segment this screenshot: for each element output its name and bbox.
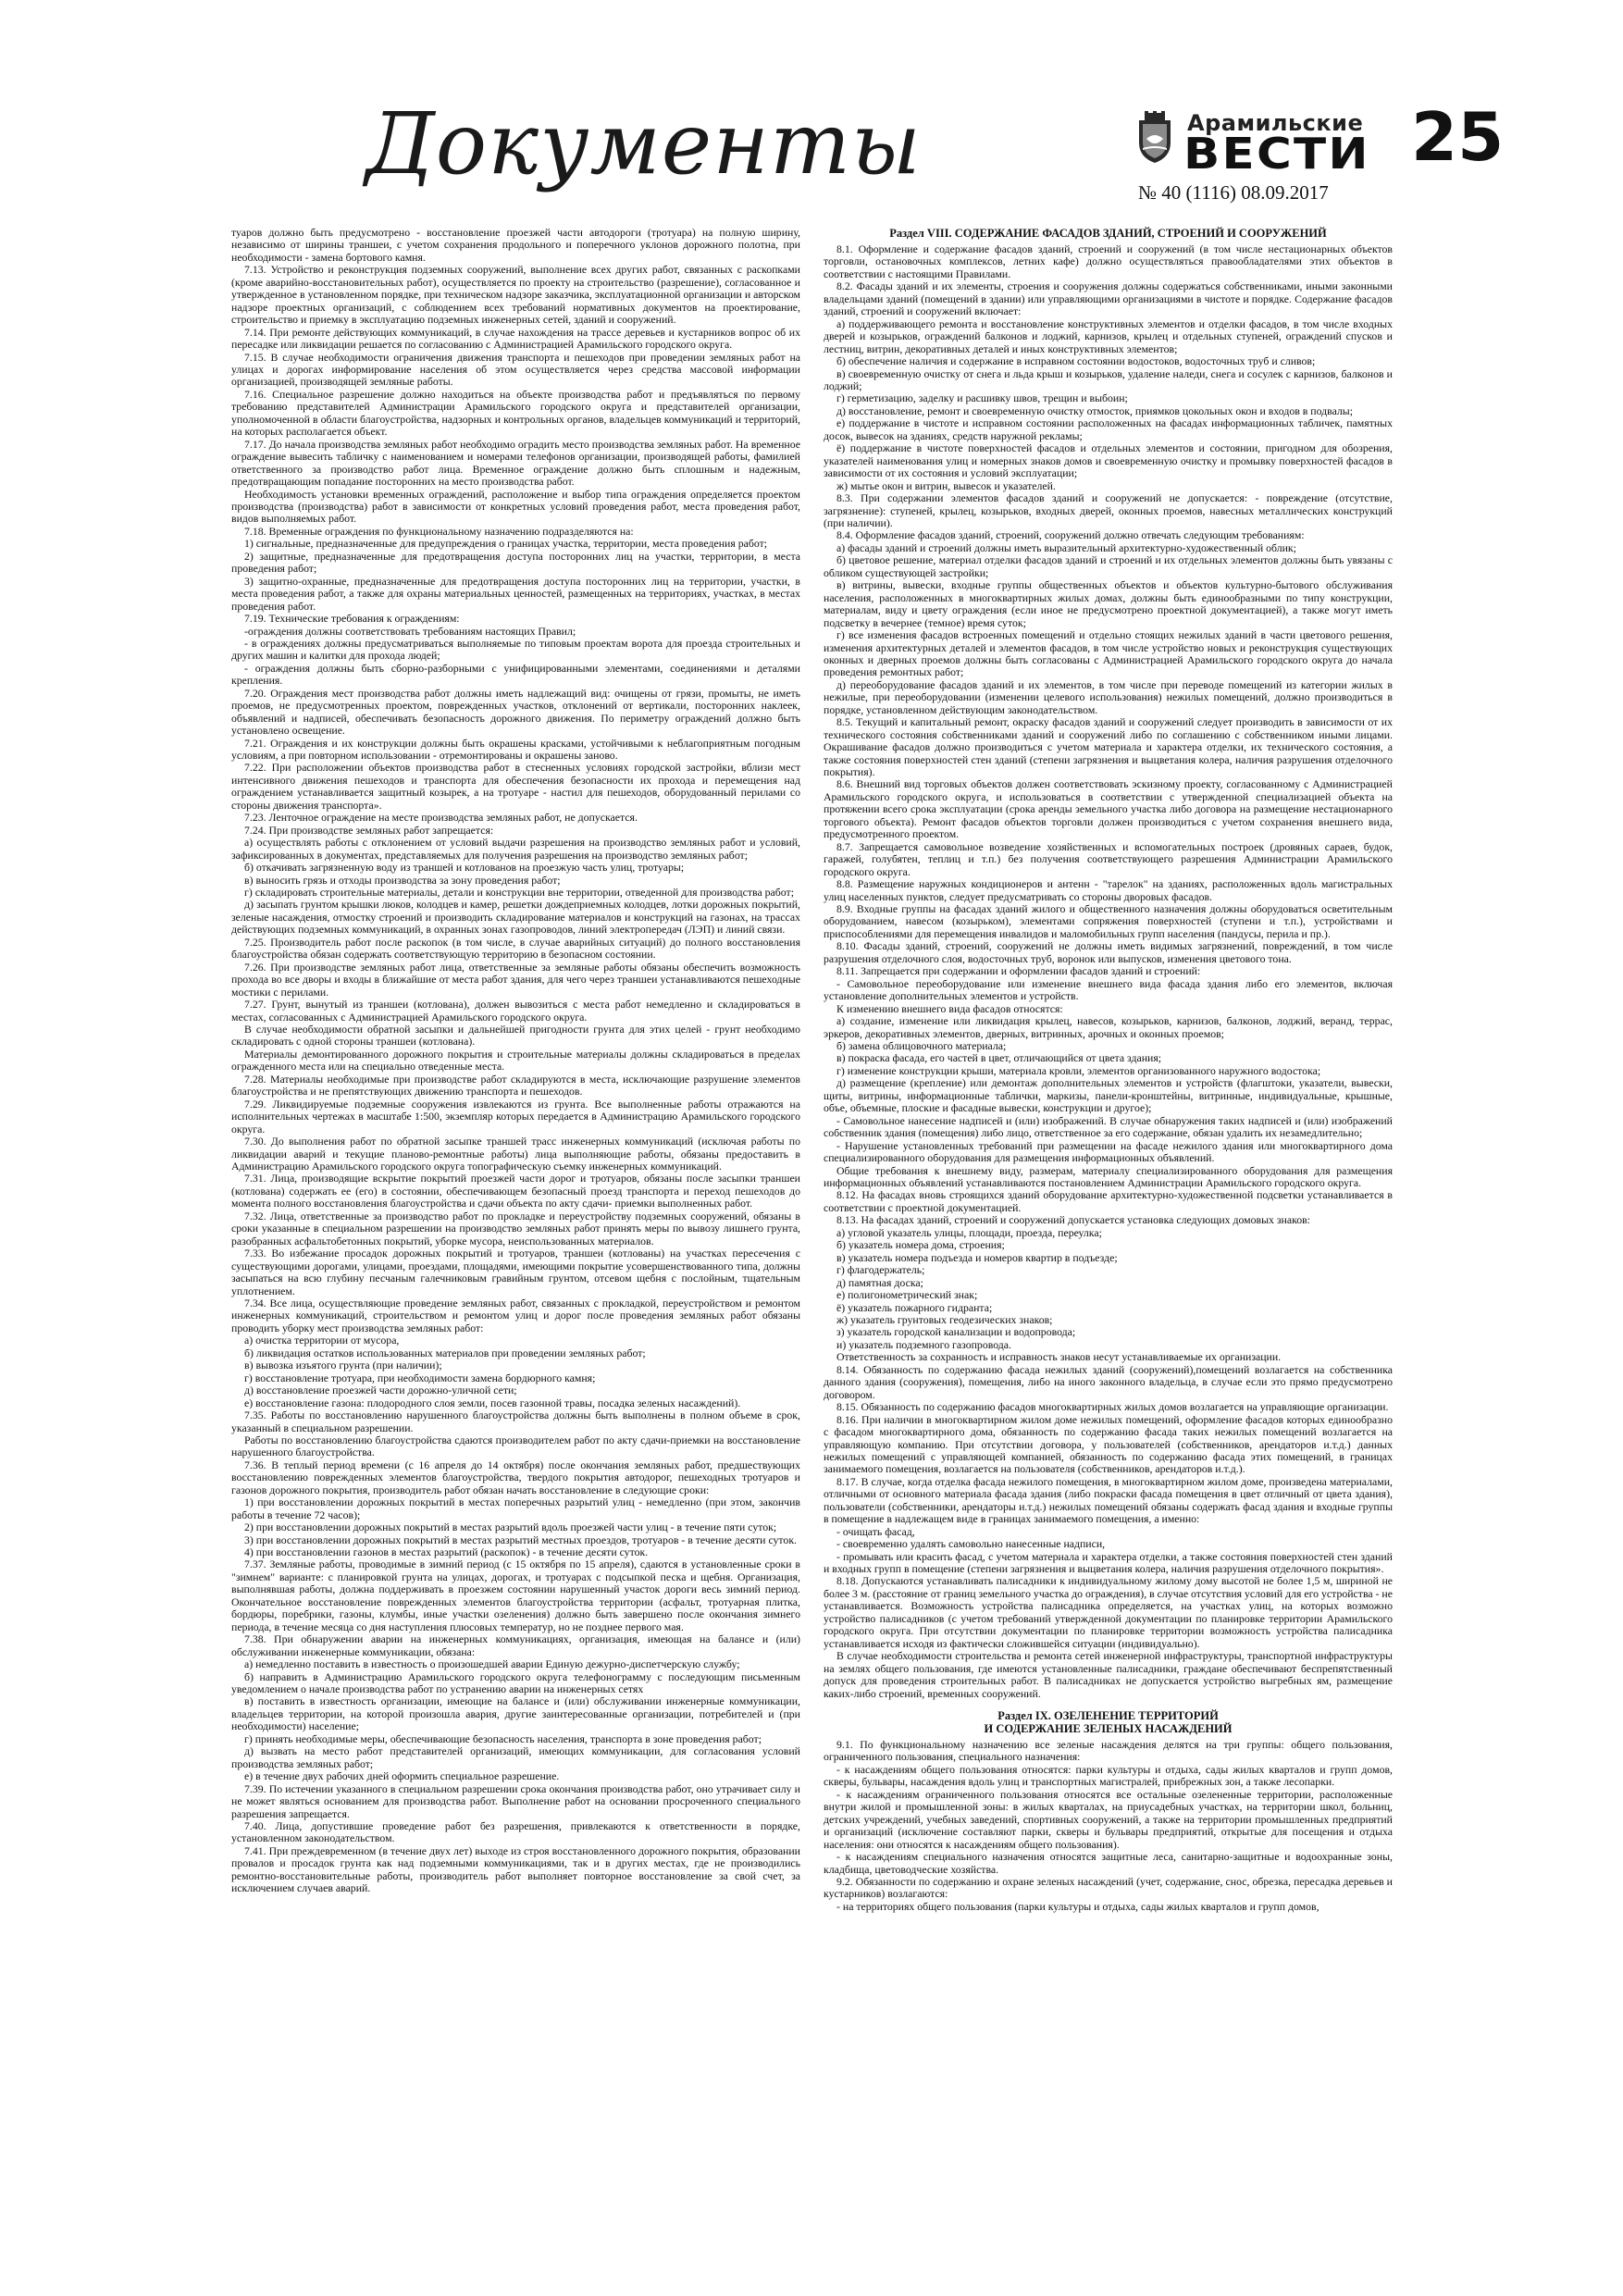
paragraph: д) восстановление проезжей части дорожно-уличной сети; <box>244 1384 517 1397</box>
paragraph: 7.19. Технические требования к ограждениям: <box>244 612 460 626</box>
paragraph: Ответственность за сохранность и исправность знаков несут устанавливаемые их организации. <box>836 1350 1282 1364</box>
paragraph: 7.16. Специальное разрешение должно находиться на объекте производства работ и предъявляться по первому требованию представителей Администрации Арамильского городского округа и представителей организации, уполномоченной в области благоустройства, надзорных и контрольных органов, владельцев коммуникаций и территорий, на которых располагается объект. <box>231 387 800 439</box>
logo-wordmark-top: Арамильские <box>1187 110 1364 136</box>
paragraph: 1) при восстановлении дорожных покрытий в местах поперечных разрытий улиц - немедленно (при этом, закончив работы в течение 72 часов); <box>231 1496 800 1521</box>
paragraph: 7.26. При производстве земляных работ лица, ответственные за земляные работы обязаны обеспечить возможность прохода во все дворы и входы в ближайшие от места работ здания, для чего через траншеи устанавливаются пешеходные мостики с перилами. <box>231 960 800 999</box>
paragraph: в) своевременную очистку от снега и льда крыш и козырьков, удаление наледи, снега и сосулек с карнизов, балконов и лоджий; <box>824 366 1393 392</box>
paragraph: ж) мытье окон и витрин, вывесок и указателей. <box>836 478 1056 492</box>
paragraph: г) принять необходимые меры, обеспечивающие безопасность населения, транспорта в зоне проведения работ; <box>244 1731 762 1745</box>
paragraph: - Самовольное переоборудование или изменение внешнего вида фасада здания либо его элементов, включая установление дополнительных элементов и устройств. <box>824 976 1393 1003</box>
paragraph: 8.8. Размещение наружных кондиционеров и антенн - "тарелок" на зданиях, расположенных вдоль магистральных улиц населенных пунктов, следует предусматривать со стороны дворовых фасадов. <box>824 877 1393 903</box>
paragraph: е) полигонометрический знак; <box>836 1288 978 1302</box>
paragraph: з) указатель городской канализации и водопровода; <box>836 1325 1076 1339</box>
paragraph: 8.7. Запрещается самовольное возведение хозяйственных и вспомогательных построек (дровяных сараев, будок, гаражей, голубятен, теплиц и т.п.) без получения соответствующего разрешения Администрации Арамильского городского округа. <box>824 839 1393 878</box>
section-9-heading-line2: И СОДЕРЖАНИЕ ЗЕЛЕНЫХ НАСАЖДЕНИЙ <box>984 1722 1233 1736</box>
paragraph: 8.14. Обязанность по содержанию фасада нежилых зданий (сооружений),помещений возлагается на собственника данного здания (сооружения), помещения, либо на иного законного владельца, в случае если это прямо предусмотрено договором. <box>824 1362 1393 1401</box>
paragraph: Материалы демонтированного дорожного покрытия и строительные материалы должны складироваться в пределах огражденного места или на специально отведенные места. <box>231 1047 800 1074</box>
paragraph: б) цветовое решение, материал отделки фасадов зданий и строений и их отдельных элементов должны быть увязаны с обликом существующей застройки; <box>824 553 1393 579</box>
left-column <box>231 227 800 1895</box>
paragraph: 7.15. В случае необходимости ограничения движения транспорта и пешеходов при проведении земляных работ на улицах и дорогах информирование населения об этом осуществляется через средства массовой информации организацией, производящей земляные работы. <box>231 350 800 389</box>
paragraph: К изменению внешнего вида фасадов относятся: <box>836 1001 1063 1015</box>
paragraph: а) фасады зданий и строений должны иметь выразительный архитектурно-художественный облик; <box>836 540 1296 554</box>
paragraph: 7.20. Ограждения мест производства работ должны иметь надлежащий вид: очищены от грязи, промыты, не иметь проемов, не предусмотренных проектом, поврежденных участков, отклонений от вертикали, посторонних наклеек, объявлений и надписей, обеспечивать безопасность дорожного движения. По периметру ограждений должно быть установлено освещение. <box>231 686 800 738</box>
paragraph: 8.10. Фасады зданий, строений, сооружений не должны иметь видимых загрязнений, повреждений, в том числе разрушения отделочного слоя, водосточных труб, воронок или выпусков, изменения цветового тона. <box>824 939 1393 965</box>
paragraph: а) угловой указатель улицы, площади, проезда, переулка; <box>836 1225 1102 1239</box>
section-9-heading <box>824 1709 1393 1735</box>
paragraph: 7.32. Лица, ответственные за производство работ по прокладке и переустройству подземных сооружений, обязаны в сроки указанные в специальном разрешении на производство земляных работ принять меры по вывозу лишнего грунта, разобранных асфальтобетонных покрытий, уборке мусора, неиспользованных материалов. <box>231 1209 800 1247</box>
paragraph: 8.18. Допускаются устанавливать палисадники к индивидуальному жилому дому высотой не более 1,5 м, шириной не более 3 м. (расстояние от границ земельного участка до ограждения), в случае отсутствия условий для его устройства - не устанавливается. Возможность устройства палисадника определяется, на участках улиц, на которых возможно устройство палисадников (с учетом требований утвержденной документации по планировке территории Арамильского городского округа. При отсутствии документации по планировке территории возможность устройства палисадника устанавливается исходя из фактически сложившейся ситуации (индивидуально). <box>824 1574 1393 1650</box>
paragraph: - очищать фасад, <box>836 1524 915 1538</box>
section-9-body <box>824 1739 1393 1913</box>
paragraph: 7.30. До выполнения работ по обратной засыпке траншей трасс инженерных коммуникаций (исключая работы по ликвидации аварий и текущие планово-ремонтные работы) лица выполняющие работы, обязаны предоставить в Администрацию Арамильского городского округа топографическую съемку инженерных коммуникаций. <box>231 1135 800 1173</box>
paragraph: 3) при восстановлении дорожных покрытий в местах разрытий местных проездов, тротуаров - в течение десяти суток. <box>244 1533 798 1546</box>
paragraph: 8.5. Текущий и капитальный ремонт, окраску фасадов зданий и сооружений следует производить в зависимости от их технического состояния собственниками зданий и сооружений либо по соглашению с собственником иными лицами. Окрашивание фасадов должно производиться с учетом материала и характера отделки, их технического состояния, а также состояния поверхностей стен зданий (степени загрязнения и выцветания колера, наличия разрушения отделочного покрытия). <box>824 715 1393 779</box>
paragraph: 7.36. В теплый период времени (с 16 апреля до 14 октября) после окончания земляных работ, предшествующих восстановлению поврежденных элементов благоустройства, твердого покрытия автодорог, пешеходных тротуаров и газонов дорожного покрытия, производитель работ обязан начать восстановление в следующие сроки: <box>231 1458 800 1496</box>
paragraph: в) указатель номера подъезда и номеров квартир в подъезде; <box>836 1250 1118 1264</box>
paragraph: - в ограждениях должны предусматриваться выполняемые по типовым проектам ворота для проезда строительных и других машин и калитки для прохода людей; <box>231 636 800 663</box>
paragraph: - к насаждениям общего пользования относятся: парки культуры и отдыха, сады жилых кварталов и групп домов, скверы, бульвары, насаждения вдоль улиц и транспортных магистралей, прибрежных зон, а также лесопарки. <box>824 1762 1393 1789</box>
paragraph: 9.2. Обязанности по содержанию и охране зеленых насаждений (учет, содержание, снос, обрезка, пересадка деревьев и кустарников) возлагаются: <box>824 1875 1393 1901</box>
paragraph: - Нарушение установленных требований при размещении на фасаде нежилого здания или многоквартирного дома специализированного оборудования для размещения информационных объявлений. <box>824 1138 1393 1165</box>
paragraph: 8.3. При содержании элементов фасадов зданий и сооружений не допускается: - повреждение (отсутствие, загрязнение): ступеней, крылец, козырьков, входных дверей, оконных проемов, навесных металлических конструкций (при наличии). <box>824 491 1393 529</box>
paragraph: в) витрины, вывески, входные группы общественных объектов и объектов культурно-бытового обслуживания населения, расположенных в многоквартирных жилых домах, должны быть единообразными по типу конструкции, материалам, виду и цвету ограждения (если иное не предусмотрено проектной документацией), а также могут иметь подсветку в вечернее (темное) время суток; <box>824 578 1393 629</box>
paragraph: б) направить в Администрацию Арамильского городского округа телефонограмму с последующим письменным уведомлением о начале производства работ по устранению аварии на инженерных сетях <box>231 1669 800 1696</box>
section-title: Документы <box>365 94 922 193</box>
paragraph: 1) сигнальные, предназначенные для предупреждения о границах участка, территории, места проведения работ; <box>244 537 768 551</box>
paragraph: В случае необходимости строительства и ремонта сетей инженерной инфраструктуры, транспортной инфраструктуры на землях общего пользования, где имеются установленные палисадники, граждане обеспечивают беспрепятственный допуск для проведения строительных работ. В палисадниках не допускается устройство выгребных ям, размещение каких-либо строений, временных сооружений. <box>824 1649 1393 1700</box>
paragraph: 7.33. Во избежание просадок дорожных покрытий и тротуаров, траншеи (котлованы) на участках пересечения с существующими дорогами, улицами, проездами, площадями, имеющими покрытие усовершенствованного типа, должны засыпаться на всю глубину песчаным галечниковым гравийным грунтом, отсевом щебня с послойным, тщательным уплотнением. <box>231 1247 800 1297</box>
paragraph: ж) указатель грунтовых геодезических знаков; <box>836 1312 1053 1326</box>
paragraph: 7.22. При расположении объектов производства работ в стесненных условиях городской застройки, вблизи мест интенсивного движения пешеходов и транспорта для обеспечения безопасности их прохода и перемещения над ограждением устанавливается защитный козырек, а на тротуаре - настил для пешеходов, оборудованный перилами со стороны движения транспорта». <box>231 761 800 812</box>
paragraph: ё) указатель пожарного гидранта; <box>836 1300 993 1314</box>
paragraph: в) поставить в известность организации, имеющие на балансе и (или) обслуживании инженерные коммуникации, владельцев территории, на которой произошла авария, другие заинтересованные организации, потребителей и (при необходимости) население; <box>231 1694 800 1733</box>
paragraph: г) герметизацию, заделку и расшивку швов, трещин и выбоин; <box>836 391 1128 405</box>
paragraph: 7.27. Грунт, вынутый из траншеи (котлована), должен вывозиться с места работ немедленно и складироваться в местах, согласованных с Администрацией Арамильского городского округа. <box>231 998 800 1024</box>
paragraph: ё) поддержание в чистоте поверхностей фасадов и отдельных элементов и состоянии, пригодном для обозрения, указателей наименования улиц и номерных знаков домов и своевременную очистку и промывку поверхностей фасадов в зависимости от их состояния и условий эксплуатации; <box>824 441 1393 480</box>
paragraph: 8.17. В случае, когда отделка фасада нежилого помещения, в многоквартирном жилом доме, произведена материалами, отличными от основного материала фасада здания (либо покраски фасада помещения в цвет отличный от цвета здания), пользователи (собственники, арендаторы и.т.д.) нежилых помещений обязаны содержать фасад здания и входные группы в помещение в надлежащем виде в границах занимаемого помещения, а именно: <box>824 1474 1393 1526</box>
logo-wordmark-main: ВЕСТИ <box>1183 129 1370 179</box>
paragraph: Общие требования к внешнему виду, размерам, материалу специализированного оборудования для размещения информационных объявлений устанавливаются постановлением Администрации Арамильского городского округа. <box>824 1163 1393 1189</box>
paragraph: - на территориях общего пользования (парки культуры и отдыха, сады жилых кварталов и групп домов, <box>836 1899 1319 1913</box>
paragraph: 7.34. Все лица, осуществляющие проведение земляных работ, связанных с прокладкой, переустройством и ремонтом инженерных коммуникаций, строительством и ремонтом улиц и дорог после проведения земляных работ обязаны проводить уборку мест производства земляных работ: <box>231 1296 800 1334</box>
section-9-heading-line1: Раздел IX. ОЗЕЛЕНЕНИЕ ТЕРРИТОРИЙ <box>997 1709 1219 1723</box>
paragraph: а) создание, изменение или ликвидация крылец, навесов, козырьков, карнизов, балконов, лоджий, веранд, террас, эркеров, декоративных элементов, дверных, витринных, арочных и оконных проемов; <box>824 1014 1393 1040</box>
paragraph: 7.25. Производитель работ после раскопок (в том числе, в случае аварийных ситуаций) до полного восстановления благоустройства обязан содержать соответствующую территорию в безопасном состоянии. <box>231 935 800 962</box>
newspaper-logo <box>1134 106 1370 179</box>
paragraph: е) восстановление газона: плодородного слоя земли, посев газонной травы, посадка зеленых насаждений). <box>244 1396 741 1409</box>
paragraph: - к насаждениям специального назначения относятся защитные леса, санитарно-защитные и водоохранные зоны, кладбища, цветоводческие хозяйства. <box>824 1850 1393 1876</box>
paragraph: 4) при восстановлении газонов в местах разрытий (раскопок) - в течение десяти суток. <box>244 1545 649 1559</box>
paragraph: 7.14. При ремонте действующих коммуникаций, в случае нахождения на трассе деревьев и кустарников вопрос об их пересадке или ликвидации решается по согласованию с Администрацией Арамильского городского округа. <box>231 325 800 352</box>
paragraph: - своевременно удалять самовольно нанесенные надписи, <box>836 1537 1106 1551</box>
paragraph: 7.41. При преждевременном (в течение двух лет) выходе из строя восстановленного дорожного покрытия, образовании провалов и просадок грунта как над подземными коммуникациями, так и в других местах, где не производились ремонтно-восстановительные работы, производитель работ выполняет повторное восстановление за свой счет, за исключением случаев аварий. <box>231 1843 800 1895</box>
paragraph: в) вывозка изъятого грунта (при наличии); <box>244 1359 442 1372</box>
paragraph: в) покраска фасада, его частей в цвет, отличающийся от цвета здания; <box>836 1051 1162 1065</box>
paragraph: б) ликвидация остатков использованных материалов при проведении земляных работ; <box>244 1346 646 1359</box>
paragraph: 7.28. Материалы необходимые при производстве работ складируются в места, исключающие разрушение элементов благоустройства и не препятствующих движению транспорта и пешеходов. <box>231 1072 800 1098</box>
paragraph: В случае необходимости обратной засыпки и дальнейшей пригодности грунта для этих целей - грунт необходимо складировать с одной стороны траншеи (котлована). <box>231 1023 800 1049</box>
paragraph: 7.24. При производстве земляных работ запрещается: <box>244 823 494 837</box>
paragraph: 3) защитно-охранные, предназначенные для предотвращения доступа посторонних лиц на территории, участки, в места проведения работ, а также для охраны материальных ценностей, размещенных на территориях, участках, в местах проведения работ. <box>231 574 800 613</box>
paragraph: 7.23. Ленточное ограждение на месте производства земляных работ, не допускается. <box>244 811 638 825</box>
paragraph: - Самовольное нанесение надписей и (или) изображений. В случае обнаружения таких надписей и (или) изображений собственник здания (помещения) либо лицо, ответственное за его содержание, обязан удалить их незамедлительно; <box>824 1113 1393 1140</box>
paragraph: 7.17. До начала производства земляных работ необходимо оградить место производства земляных работ. На временное ограждение вывесить табличку с наименованием и номерами телефонов организации, производящей работы, фамилией ответственного за производство работ лица. Временное ограждение должно быть сплошным и надежным, предотвращающим попадание посторонних на место производства работ. <box>231 437 800 489</box>
paragraph: д) засыпать грунтом крышки люков, колодцев и камер, решетки дождеприемных колодцев, лотки дорожных покрытий, зеленые насаждения, отмостку строений и производить складирование материалов и конструкций на газонах, на трассах действующих подземных коммуникаций, в охранных зонах газопроводов, линий электропередач (ЛЭП) и линий связи. <box>231 898 800 937</box>
paragraph: 8.11. Запрещается при содержании и оформлении фасадов зданий и строений: <box>836 964 1201 978</box>
right-column <box>824 227 1393 1913</box>
paragraph: 7.35. Работы по восстановлению нарушенного благоустройства должны быть выполнены в полном объеме в срок, указанный в специальном разрешении. <box>231 1409 800 1434</box>
paragraph: д) памятная доска; <box>836 1275 923 1289</box>
paragraph: д) переоборудование фасадов зданий и их элементов, в том числе при переводе помещений из категории жилых в нежилые, при переоборудовании (изменении целевого использования) нежилых помещений, должно производиться в порядке, установленном действующим законодательством. <box>824 677 1393 716</box>
paragraph: д) восстановление, ремонт и своевременную очистку отмосток, приямков цокольных окон и входов в подвалы; <box>836 403 1354 417</box>
paragraph: 2) защитные, предназначенные для предотвращения доступа посторонних лиц на участки, территории, в места проведения работ; <box>231 549 800 576</box>
paragraph: г) все изменения фасадов встроенных помещений и отдельно стоящих нежилых зданий в части цветового решения, изменения архитектурных деталей и элементов фасадов, в том числе устройство новых и реконструкция существующих оконных и дверных проемов должны быть согласованы с Администрацией Арамильского городского округа до начала проведения ремонтных работ; <box>824 628 1393 679</box>
paragraph: а) немедленно поставить в известность о произошедшей аварии Единую дежурно-диспетчерскую службу; <box>244 1657 740 1671</box>
paragraph: д) размещение (крепление) или демонтаж дополнительных элементов и устройств (флагштоки, указатели, вывески, щиты, витрины, информационные таблички, маркизы, панели-кронштейны, витринные, индивидуальные, крышные, объе, объемные, плоские и фасадные вывески, конструкции и другое); <box>824 1076 1393 1115</box>
paragraph: туаров должно быть предусмотрено - восстановление проезжей части автодороги (тротуара) на полную ширину, независимо от ширины траншеи, с учетом сохранения продольного и поперечного уклонов дорожного полотна, при необходимости - замена бортового камня. <box>231 226 800 264</box>
paragraph: б) обеспечение наличия и содержание в исправном состоянии водостоков, водосточных труб и сливов; <box>836 354 1316 368</box>
paragraph: б) откачивать загрязненную воду из траншей и котлованов на проезжую часть улиц, тротуары; <box>244 861 685 875</box>
paragraph: 8.9. Входные группы на фасадах зданий жилого и общественного назначения должны оборудоваться осветительным оборудованием, навесом (козырьком), элементами сопряжения поверхностей (ступени и т.п.), устройствами и приспособлениями для перемещения инвалидов и маломобильных групп населения (пандусы, перила и пр.). <box>824 902 1393 940</box>
paragraph: в) выносить грязь и отходы производства за зону проведения работ; <box>244 873 561 887</box>
paragraph: 8.1. Оформление и содержание фасадов зданий, строений и сооружений (в том числе нестационарных объектов торговли, остановочных комплексов, летних кафе) должно осуществляться правообладателями этих объектов в соответствии с настоящими Правилами. <box>824 242 1393 280</box>
page-number: 25 <box>1411 98 1505 176</box>
paragraph: 8.15. Обязанность по содержанию фасадов многоквартирных жилых домов возлагается на управляющие организации. <box>836 1400 1389 1414</box>
paragraph: - ограждения должны быть сборно-разборными с унифицированными элементами, соединениями и деталями крепления. <box>231 661 800 688</box>
paragraph: 2) при восстановлении дорожных покрытий в местах разрытий вдоль проезжей части улиц - в течение пяти суток; <box>244 1520 777 1534</box>
paragraph: а) очистка территории от мусора, <box>244 1334 400 1347</box>
paragraph: 7.40. Лица, допустившие проведение работ без разрешения, привлекаются к ответственности в порядке, установленном законодательством. <box>231 1819 800 1845</box>
paragraph: - к насаждениям ограниченного пользования относятся все остальные озелененные территории, расположенные внутри жилой и промышленной зоны: в жилых кварталах, на приусадебных участках, на территории школ, больниц, детских учреждений, учебных заведений, спортивных сооружений, а также на территории промышленных предприятий и организаций (исключение составляют парки, скверы и бульвары предприятий, открытые для посещения и отдыха населения: они относятся к насаждениям общего пользования). <box>824 1787 1393 1851</box>
paragraph: б) замена облицовочного материала; <box>836 1039 1007 1052</box>
section-8-body <box>824 243 1393 1700</box>
paragraph: 7.31. Лица, производящие вскрытие покрытий проезжей части дорог и тротуаров, обязаны после засыпки траншеи (котлована) содержать ее (его) в состоянии, обеспечивающем безопасный проезд транспорта и переход пешеходов до момента полного восстановления благоустройства и сдачи объекта по акту сдачи- приемки выполненных работ. <box>231 1172 800 1210</box>
paragraph: Работы по восстановлению благоустройства сдаются производителем работ по акту сдачи-приемки на восстановление нарушенного благоустройства. <box>231 1433 800 1459</box>
masthead <box>231 93 1527 217</box>
paragraph: а) осуществлять работы с отклонением от условий выдачи разрешения на производство земляных работ и условий, зафиксированных в документах, представляемых для получения разрешения на производство земляных работ; <box>231 836 800 862</box>
paragraph: 7.37. Земляные работы, проводимые в зимний период (с 15 октября по 15 апреля), сдаются в установленные сроки в "зимнем" варианте: с планировкой грунта на улицах, дорогах, и тротуарах с подсыпкой песка и щебня. Организация, выполнявшая работы, должна поддерживать в проезжем состоянии нарушенный участок дороги весь зимний период. Окончательное восстановление поврежденных элементов благоустройства территории (асфальт, тротуарная плитка, бордюры, поребрики, газоны, клумбы, иные участки озеленения) должно быть завершено после окончания зимнего периода, в течение месяца со дня наступления плюсовых температур, но не позднее первого мая. <box>231 1558 800 1633</box>
paragraph: е) в течение двух рабочих дней оформить специальное разрешение. <box>244 1769 560 1783</box>
paragraph: 7.29. Ликвидируемые подземные сооружения извлекаются из грунта. Все выполненные работы отражаются на исполнительных чертежах в масштабе 1:500, экземпляр которых передается в Администрацию Арамильского городского округа. <box>231 1097 800 1136</box>
paragraph: г) изменение конструкции крыши, материала кровли, элементов организованного наружного водостока; <box>836 1063 1321 1077</box>
paragraph: -ограждения должны соответствовать требованиям настоящих Правил; <box>244 624 576 638</box>
coat-of-arms-icon <box>1134 111 1176 165</box>
paragraph: е) поддержание в чистоте и исправном состоянии расположенных на фасадах информационных табличек, памятных досок, вывесок на зданиях, средств наружной рекламы; <box>824 416 1393 442</box>
paragraph: 8.6. Внешний вид торговых объектов должен соответствовать эскизному проекту, согласованному с Администрацией Арамильского городского округа, и использоваться в соответствии с утвержденной специализацией объекта на протяжении всего срока эксплуатации (срока аренды земельного участка либо договора на размещение нестационарного торгового объекта). Ремонт фасадов объектов торговли должен производиться с учетом сохранения внешнего вида, предусмотренного проектом. <box>824 777 1393 841</box>
paragraph: д) вызвать на место работ представителей организаций, имеющих коммуникации, для согласования условий производства земляных работ; <box>231 1744 800 1770</box>
paragraph: 8.13. На фасадах зданий, строений и сооружений допускается установка следующих домовых знаков: <box>836 1213 1310 1227</box>
paragraph: 7.39. По истечении указанного в специальном разрешении срока окончания производства работ, оно утрачивает силу и не может являться основанием для производства работ. Выполнение работ на основании просроченного специального разрешения запрещается. <box>231 1781 800 1820</box>
paragraph: 8.12. На фасадах вновь строящихся зданий оборудование архитектурно-художественной подсветки устанавливается в соответствии с проектной документацией. <box>824 1188 1393 1214</box>
paragraph: и) указатель подземного газопровода. <box>836 1337 1011 1351</box>
paragraph: 8.16. При наличии в многоквартирном жилом доме нежилых помещений, оформление фасадов которых единообразно с фасадом многоквартирного дома, обязанность по содержанию фасада таких нежилых помещений возлагается на управляющую компанию. При отсутствии договора, у пользователей (собственников, арендаторов и.т.д.) данных нежилых помещений с управляющей компанией, обязанность по содержанию фасада этих помещений, в границах занимаемого помещения, возлагается на пользователя (собственников, арендаторов и.т.д.). <box>824 1412 1393 1476</box>
issue-info: № 40 (1116) 08.09.2017 <box>1138 181 1329 204</box>
paragraph: г) складировать строительные материалы, детали и конструкции вне территории, отведенной для производства работ; <box>244 886 794 900</box>
paragraph: 7.21. Ограждения и их конструкции должны быть окрашены красками, устойчивыми к неблагоприятным погодным условиям, а при повторном использовании - отремонтированы и окрашены заново. <box>231 736 800 763</box>
paragraph: г) восстановление тротуара, при необходимости замена бордюрного камня; <box>244 1371 596 1384</box>
paragraph: Необходимость установки временных ограждений, расположение и выбор типа ограждения определяется проектом производства (производства) работ в зависимости от конкретных условий проведения работ, места проведения работ, видов выполняемых работ. <box>231 487 800 526</box>
paragraph: 9.1. По функциональному назначению все зеленые насаждения делятся на три группы: общего пользования, ограниченного пользования, специального назначения: <box>824 1738 1393 1764</box>
paragraph: 8.4. Оформление фасадов зданий, строений, сооружений должно отвечать следующим требованиям: <box>836 528 1305 542</box>
paragraph: а) поддерживающего ремонта и восстановление конструктивных элементов и отделки фасадов, в том числе входных дверей и козырьков, ограждений балконов и лоджий, карнизов, крылец и отдельных ступеней, ограждений спусков и лестниц, витрин, декоративных деталей и иных конструктивных элементов; <box>824 316 1393 355</box>
paragraph: - промывать или красить фасад, с учетом материала и характера отделки, а также состояния поверхностей стен зданий и входных групп в помещение (степени загрязнения и выцветания колера, наличия разрушения отделочного покрытия». <box>824 1549 1393 1576</box>
paragraph: б) указатель номера дома, строения; <box>836 1238 1005 1252</box>
paragraph: 7.18. Временные ограждения по функциональному назначению подразделяются на: <box>244 524 634 538</box>
paragraph: г) флагодержатель; <box>836 1263 925 1277</box>
paragraph: 7.38. При обнаружении аварии на инженерных коммуникациях, организация, имеющая на балансе и (или) обслуживании инженерные коммуникации, обязана: <box>231 1632 800 1658</box>
paragraph: 8.2. Фасады зданий и их элементы, строения и сооружения должны содержаться собственниками, иными законными владельцами зданий (помещений в здании) или управляющими организациями в чистоте и порядке. Содержание фасадов зданий, строений и сооружений включает: <box>824 279 1393 318</box>
paragraph: 7.13. Устройство и реконструкция подземных сооружений, выполнение всех других работ, связанных с раскопками (кроме аварийно-восстановительных работ), осуществляется по проекту на строительство (разрешение), согласованное и утвержденное в установленном порядке, при техническом надзоре заказчика, эксплуатационной организации и авторском надзоре проектных организаций, с соблюдением всех требований нормативных документов на проектирование, строительство и приемку в эксплуатацию подземных инженерных сетей, зданий и сооружений. <box>231 263 800 327</box>
section-8-heading: Раздел VIII. СОДЕРЖАНИЕ ФАСАДОВ ЗДАНИЙ, СТРОЕНИЙ И СООРУЖЕНИЙ <box>889 227 1327 240</box>
